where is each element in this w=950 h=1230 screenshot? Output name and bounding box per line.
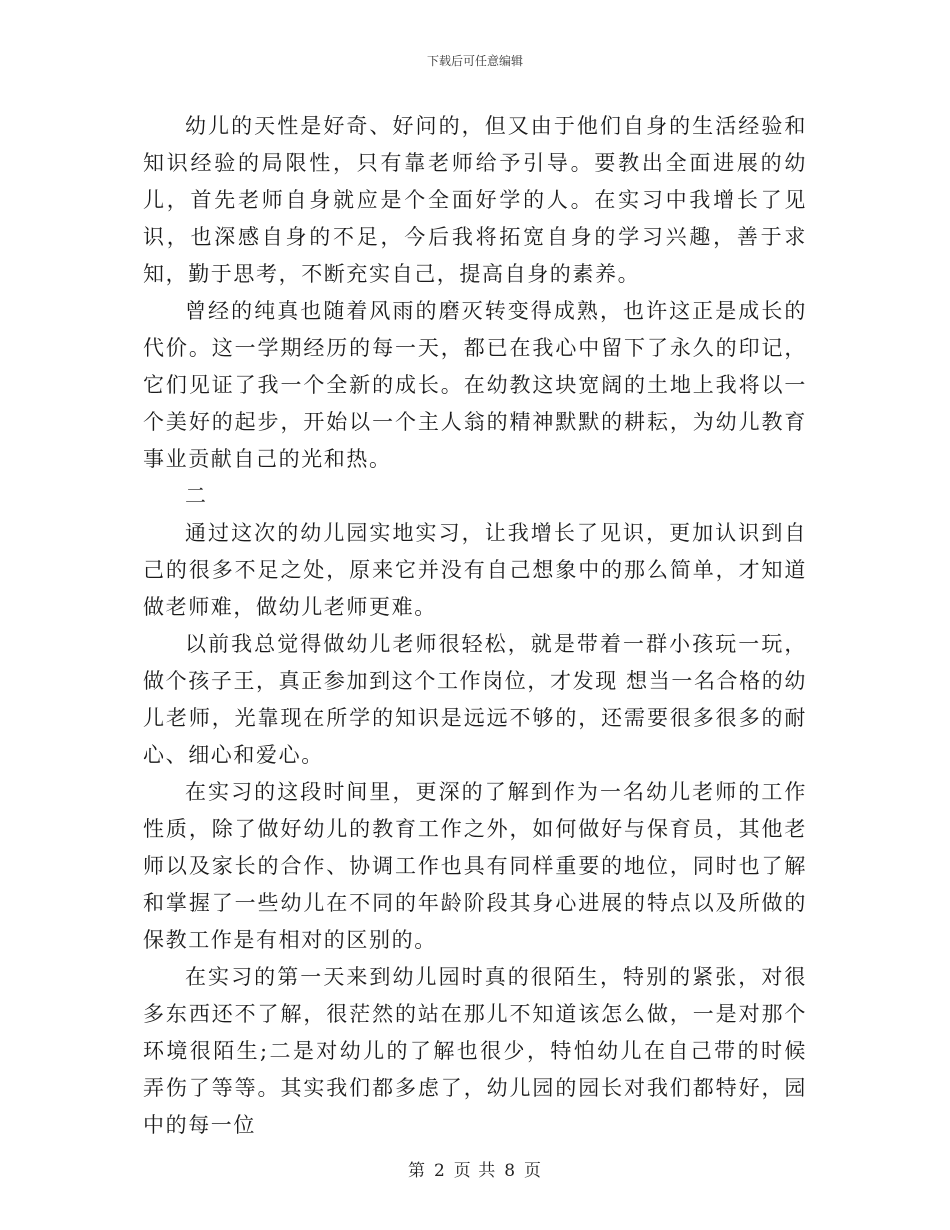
page-prefix: 第 xyxy=(407,1161,426,1181)
page-header-note: 下载后可任意编辑 xyxy=(426,54,523,68)
paragraph-5: 在实习的这段时间里，更深的了解到作为一名幼儿老师的工作性质，除了做好幼儿的教育工作之外，如何做好与保育员，其他老师以及家长的合作、协调工作也具有同样重要的地位，同时也了解和掌握了一些幼儿在不同的年龄阶段其身心进展的特点以及所做的保教工作是有相对的区别的。 xyxy=(143,780,807,952)
page-suffix: 页 xyxy=(524,1161,543,1181)
page-mid-label: 页 共 xyxy=(453,1161,497,1181)
page-footer xyxy=(0,1156,950,1181)
paragraph-1: 幼儿的天性是好奇、好问的，但又由于他们自身的生活经验和知识经验的局限性，只有靠老师给予引导。要教出全面进展的幼儿，首先老师自身就应是个全面好学的人。在实习中我增长了见识，也深感自身的不足，今后我将拓宽自身的学习兴趣，善于求知，勤于思考，不断充实自己，提高自身的素养。 xyxy=(143,114,807,286)
paragraph-2: 曾经的纯真也随着风雨的磨灭转变得成熟，也许这正是成长的代价。这一学期经历的每一天，都已在我心中留下了永久的印记，它们见证了我一个全新的成长。在幼教这块宽阔的土地上我将以一个美好的起步，开始以一个主人翁的精神默默的耕耘，为幼儿教育事业贡献自己的光和热。 xyxy=(143,299,807,471)
current-page-number: 2 xyxy=(433,1161,446,1181)
paragraph-4: 以前我总觉得做幼儿老师很轻松，就是带着一群小孩玩一玩，做个孩子王，真正参加到这个工作岗位，才发现 想当一名合格的幼儿老师，光靠现在所学的知识是远远不够的，还需要很多很多的耐心、细心和爱心。 xyxy=(143,632,807,767)
section-number: 二 xyxy=(185,484,208,508)
total-pages-number: 8 xyxy=(504,1161,517,1181)
paragraph-6: 在实习的第一天来到幼儿园时真的很陌生，特别的紧张，对很多东西还不了解，很茫然的站在那儿不知道该怎么做，一是对那个环境很陌生;二是对幼儿的了解也很少，特怕幼儿在自己带的时候弄伤了等等。其实我们都多虑了，幼儿园的园长对我们都特好，园中的每一位 xyxy=(143,965,807,1137)
paragraph-3: 通过这次的幼儿园实地实习，让我增长了见识，更加认识到自己的很多不足之处，原来它并没有自己想象中的那么简单，才知道做老师难，做幼儿老师更难。 xyxy=(143,521,807,619)
document-body xyxy=(143,108,807,1144)
